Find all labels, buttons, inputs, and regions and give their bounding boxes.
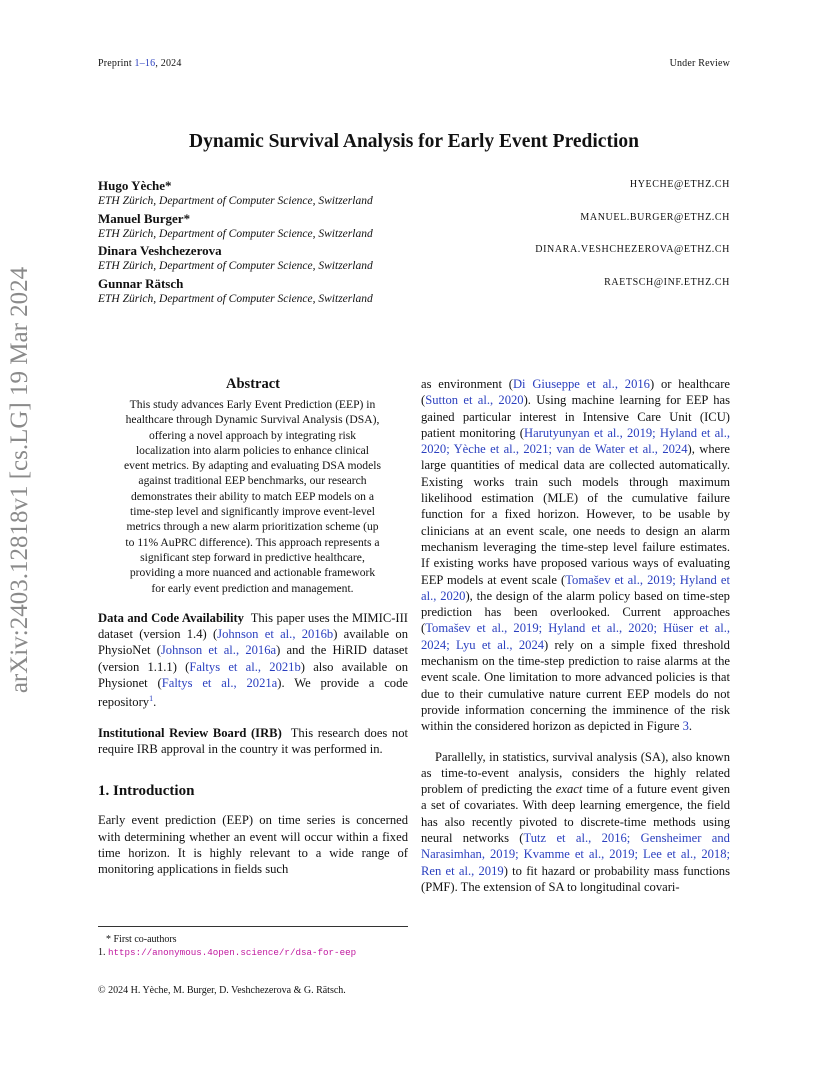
left-column bbox=[98, 376, 408, 878]
author-name: Gunnar Rätsch bbox=[98, 275, 184, 291]
footnotes bbox=[98, 926, 408, 959]
citation-link[interactable]: Johnson et al., 2016b bbox=[217, 627, 334, 642]
author-email[interactable]: DINARA.VESHCHEZEROVA@ETHZ.CH bbox=[535, 244, 730, 255]
citation-link[interactable]: Tutz et al., 2016; Gensheimer and Narasimhan, 2019; Kvamme et al., 2019; Lee et al., 2018; Ren et al., 2019 bbox=[421, 831, 730, 878]
citation-link[interactable]: Faltys et al., 2021a bbox=[161, 676, 278, 691]
author-block bbox=[98, 178, 730, 308]
text-run: ). Using machine learning for EEP has gained particular interest in Intensive Care Unit (ICU) patient monitoring ( bbox=[421, 393, 730, 440]
text-run: . bbox=[688, 719, 693, 734]
text-run: ) also available on Physionet ( bbox=[98, 659, 408, 691]
irb-text: This research does not require IRB approval in the country it was performed in. bbox=[98, 725, 408, 757]
arxiv-id: arXiv:2403.12818v1 [cs.LG] 19 Mar 2024 bbox=[6, 266, 33, 694]
spacer bbox=[421, 735, 730, 749]
text-run: ), the design of the alarm policy based on time-step prediction has been overlooked. Current approaches ( bbox=[421, 588, 730, 636]
author-entry bbox=[98, 178, 730, 211]
code-repository-link[interactable]: https://anonymous.4open.science/r/dsa-for-eep bbox=[108, 947, 357, 958]
copyright-notice: © 2024 H. Yèche, M. Burger, D. Veshchezerova & G. Rätsch. bbox=[98, 985, 346, 996]
author-affiliation: ETH Zürich, Department of Computer Science, Switzerland bbox=[98, 260, 373, 272]
footnote-marker[interactable]: 1 bbox=[149, 694, 154, 704]
figure-reference-link[interactable]: 3 bbox=[682, 719, 689, 734]
header-separator: , bbox=[155, 58, 161, 69]
author-affiliation: ETH Zürich, Department of Computer Science, Switzerland bbox=[98, 195, 373, 207]
text-run: as environment ( bbox=[421, 377, 513, 391]
header-year: 2024 bbox=[160, 58, 182, 69]
text-run: time of a future event given a set of covariates. With deep learning emergence, the field has also recently pivoted to discrete-time methods using neural networks ( bbox=[421, 782, 730, 846]
introduction-paragraph: Early event prediction (EEP) on time series is concerned with determining whether an event will occur within a fixed time horizon. It is highly relevant to a wide range of monitoring applications in fields such bbox=[98, 813, 408, 877]
author-name: Dinara Veshchezerova bbox=[98, 243, 222, 258]
page-range-link[interactable]: 1–16 bbox=[134, 58, 156, 69]
text-run: ), where large quantities of medical data are collected automatically. Existing works train such models through maximum likelihood estimation (MLE) of the cumulative failure function for a fixed horizon. However, to be usable by clinicians at an event scale, one needs to design an alarm mechanism leveraging the time-step level failure estimates. If existing works have proposed various ways of evaluating EEP models at event scale ( bbox=[421, 442, 730, 587]
section-heading-introduction: 1. Introduction bbox=[98, 783, 195, 800]
citation-link[interactable]: Sutton et al., 2020 bbox=[425, 393, 524, 408]
text-run: ) or healthcare ( bbox=[421, 377, 730, 408]
author-email[interactable]: RAETSCH@INF.ETHZ.CH bbox=[604, 276, 730, 288]
text-run: ) available on PhysioNet ( bbox=[98, 627, 408, 658]
irb-paragraph bbox=[98, 725, 408, 758]
spacer bbox=[98, 711, 408, 725]
author-entry bbox=[98, 211, 730, 244]
footnote-number: 1. bbox=[98, 947, 106, 958]
author-name: Manuel Burger* bbox=[98, 210, 191, 226]
irb-heading: Institutional Review Board (IRB) bbox=[98, 725, 282, 740]
text-run: This paper uses the MIMIC-III dataset (version 1.4) ( bbox=[98, 610, 408, 642]
text-run: ) to fit hazard or probability mass functions (PMF). The extension of SA to longitudinal covari- bbox=[421, 863, 730, 894]
preprint-label: Preprint bbox=[98, 58, 132, 69]
data-availability-heading: Data and Code Availability bbox=[98, 610, 244, 625]
data-availability-paragraph bbox=[98, 610, 408, 711]
text-run: ) rely on a simple fixed threshold mechanism on the time-step prediction to raise alarms at the event scale. One limitation to more advanced policies is that due to their cumulative nature current EEP models do not provide information concerning the imminence of the risk within the considered horizon as depicted in Figure bbox=[421, 637, 730, 734]
spacer bbox=[98, 596, 408, 610]
abstract-heading: Abstract bbox=[226, 376, 280, 392]
text-run: Parallelly, in statistics, survival analysis (SA), also known as time-to-event analysis, considers the highly related problem of predicting the bbox=[421, 749, 730, 797]
text-run: . bbox=[153, 695, 157, 710]
body-paragraph bbox=[421, 749, 730, 896]
text-run: ). We provide a code repository bbox=[98, 676, 408, 710]
citation-link[interactable]: Johnson et al., 2016a bbox=[160, 643, 277, 658]
right-column bbox=[421, 376, 730, 895]
citation-link[interactable]: Harutyunyan et al., 2019; Hyland et al., 2020; Yèche et al., 2021; van de Water et al., 2024 bbox=[421, 425, 730, 457]
footnote-1 bbox=[98, 946, 408, 959]
text-run: ) and the HiRID dataset (version 1.1.1) ( bbox=[98, 643, 409, 674]
author-entry bbox=[98, 276, 730, 309]
running-header-left bbox=[98, 58, 182, 69]
author-affiliation: ETH Zürich, Department of Computer Science, Switzerland bbox=[98, 292, 373, 305]
paper-title: Dynamic Survival Analysis for Early Event Prediction bbox=[189, 131, 639, 152]
footnote-co-authors: * First co-authors bbox=[106, 934, 177, 945]
author-name: Hugo Yèche* bbox=[98, 178, 172, 193]
citation-link[interactable]: Di Giuseppe et al., 2016 bbox=[512, 377, 650, 391]
emphasis: exact bbox=[555, 782, 583, 797]
citation-link[interactable]: Tomašev et al., 2019; Hyland et al., 2020 bbox=[421, 572, 730, 603]
author-entry bbox=[98, 243, 730, 276]
review-status: Under Review bbox=[669, 58, 730, 69]
abstract-text: This study advances Early Event Prediction (EEP) in healthcare through Dynamic Survival Analysis (DSA), offering a novel approach by integrating risk localization into alarm policies to enhance clinical event metrics. By adapting and evaluating DSA models against traditional EEP benchmarks, our research demonstrates their ability to match EEP models on a time-step level and significantly improve event-level metrics through a new alarm prioritization scheme (up to 11% AuPRC difference). This approach represents a significant step forward in predictive healthcare, providing a more nuanced and actionable framework for early event prediction and management. bbox=[124, 398, 381, 595]
author-affiliation: ETH Zürich, Department of Computer Science, Switzerland bbox=[98, 227, 373, 240]
body-paragraph bbox=[421, 376, 730, 735]
citation-link[interactable]: Tomašev et al., 2019; Hyland et al., 2020; Hüser et al., 2024; Lyu et al., 2024 bbox=[421, 621, 730, 652]
author-email[interactable]: MANUEL.BURGER@ETHZ.CH bbox=[580, 211, 730, 223]
citation-link[interactable]: Faltys et al., 2021b bbox=[189, 659, 301, 674]
author-email[interactable]: HYECHE@ETHZ.CH bbox=[629, 179, 730, 190]
